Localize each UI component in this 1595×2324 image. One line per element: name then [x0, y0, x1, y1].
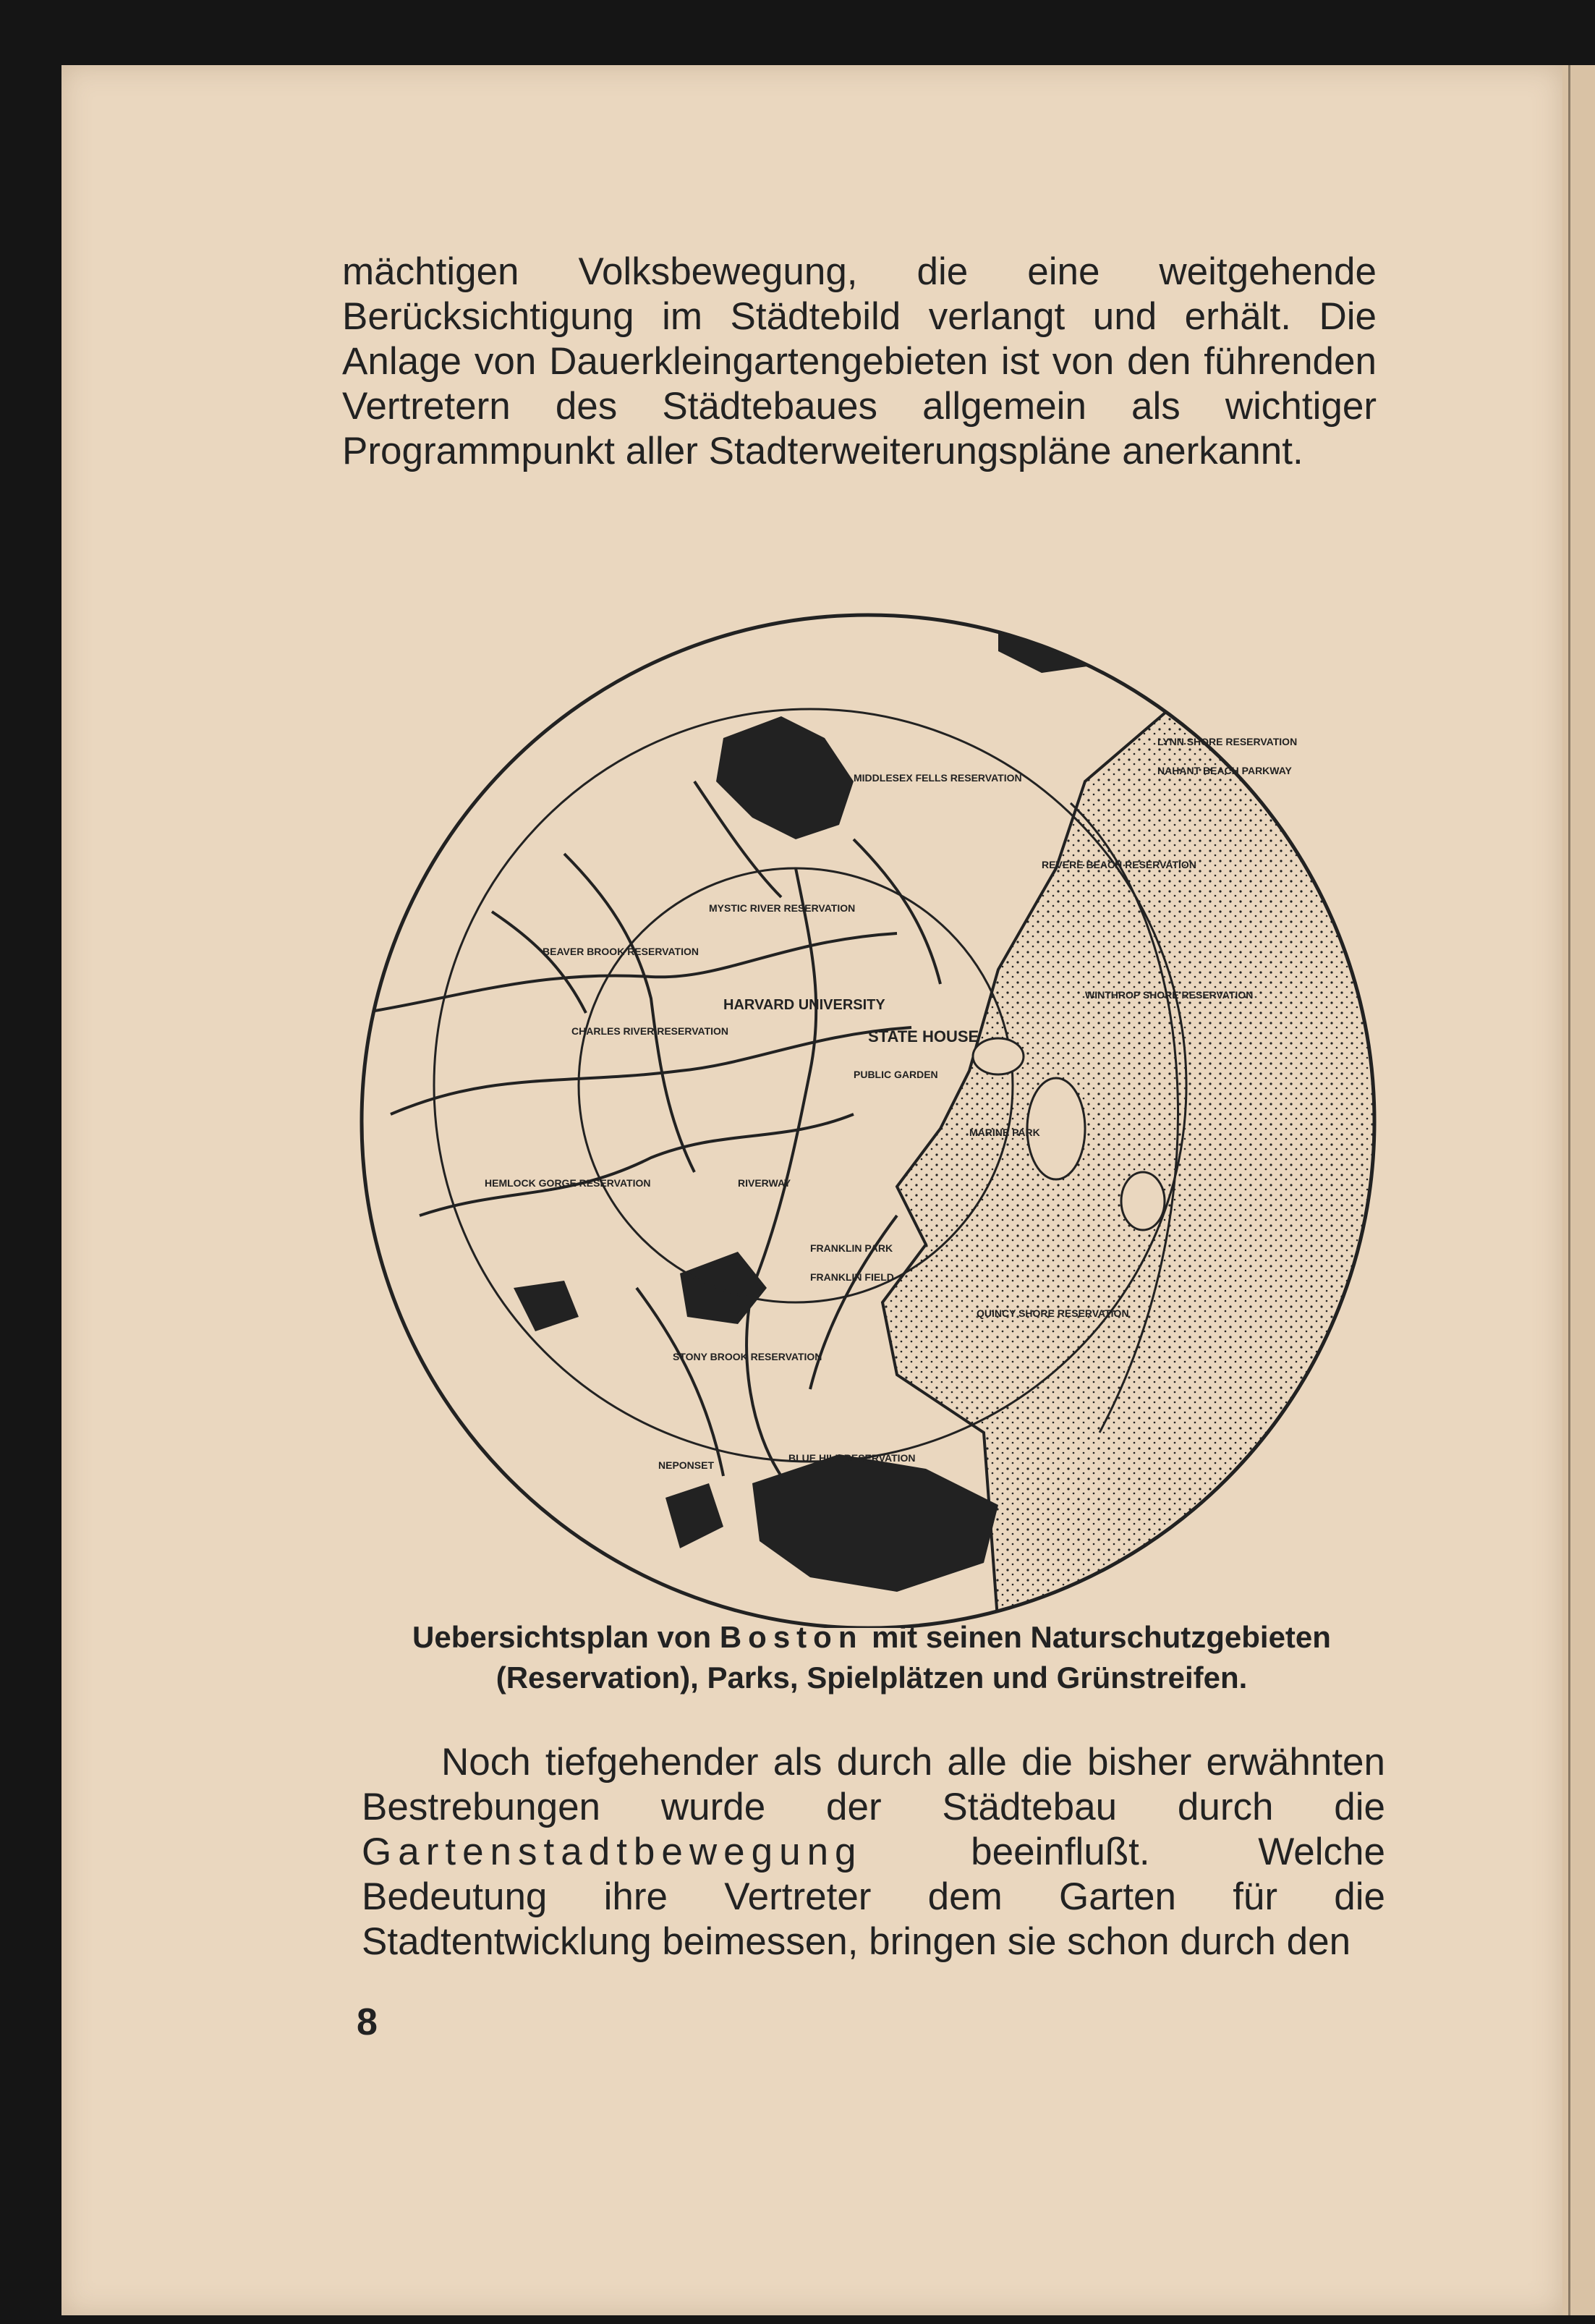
- facing-page-edge: [1562, 65, 1595, 2315]
- page-number: 8: [357, 2001, 378, 2043]
- top-paragraph: [342, 250, 1377, 474]
- boston-overview-map: [347, 564, 1389, 1628]
- figure-caption: [365, 1617, 1378, 1698]
- label-harvard: HARVARD UNIVERSITY: [723, 997, 885, 1013]
- hemlock-patch: [514, 1281, 579, 1331]
- blue-hill-patch: [752, 1454, 998, 1592]
- label-franklin-park: FRANKLIN PARK: [810, 1242, 893, 1254]
- label-neponset: NEPONSET: [658, 1459, 715, 1471]
- caption-line-1: [365, 1617, 1378, 1658]
- lynn-woods-patch: [998, 593, 1100, 673]
- caption-city: Boston: [719, 1620, 864, 1654]
- caption-text-pre: Uebersichtsplan von: [412, 1620, 712, 1654]
- label-charles: CHARLES RIVER RESERVATION: [571, 1025, 729, 1037]
- top-paragraph-text: mächtigen Volksbewegung, die eine weitgehende Berücksichtigung im Städtebild verlangt und erhält. Die Anlage von Dauerkleingartengebieten ist von den führenden Vertretern des Städtebaues allgemein als wichtiger Programmpunkt aller Stadterweiterungspläne anerkannt.: [342, 250, 1377, 472]
- bottom-paragraph-spaced: Gartenstadtbewegung: [362, 1831, 863, 1873]
- caption-line-2: (Reservation), Parks, Spielplätzen und Grünstreifen.: [495, 1661, 1248, 1695]
- neponset-patch: [665, 1483, 723, 1548]
- label-revere: REVERE BEACH RESERVATION: [1042, 859, 1196, 870]
- bottom-paragraph: [362, 1740, 1385, 1964]
- label-state-house: STATE HOUSE: [868, 1027, 979, 1046]
- label-quincy: QUINCY SHORE RESERVATION: [977, 1307, 1129, 1319]
- bottom-paragraph-part1: Noch tiefgehender als durch alle die bisher erwähnten Bestrebungen wurde der Städtebau durch die: [362, 1741, 1385, 1828]
- label-riverway: RIVERWAY: [738, 1177, 791, 1189]
- label-stony-brook: STONY BROOK RESERVATION: [673, 1351, 822, 1362]
- middlesex-fells-patch: [716, 716, 854, 839]
- label-nahant: NAHANT BEACH PARKWAY: [1157, 765, 1292, 776]
- label-blue-hill: BLUE HILL RESERVATION: [788, 1452, 916, 1464]
- label-mystic: MYSTIC RIVER RESERVATION: [709, 902, 856, 914]
- label-public-garden: PUBLIC GARDEN: [854, 1069, 938, 1080]
- label-hemlock: HEMLOCK GORGE RESERVATION: [485, 1177, 651, 1189]
- label-lynn: LYNN SHORE RESERVATION: [1157, 736, 1298, 747]
- page-gutter: [1568, 65, 1570, 2315]
- label-beaver: BEAVER BROOK RESERVATION: [543, 946, 699, 957]
- label-winthrop: WINTHROP SHORE RESERVATION: [1085, 989, 1254, 1001]
- label-middlesex: MIDDLESEX FELLS RESERVATION: [854, 772, 1022, 784]
- label-marine-park: MARINE PARK: [969, 1127, 1040, 1138]
- label-franklin-field: FRANKLIN FIELD: [810, 1271, 894, 1283]
- rivers-and-roads: [362, 781, 940, 1476]
- caption-text-post: mit seinen Naturschutzgebieten: [872, 1620, 1331, 1654]
- bottom-paragraph-part2: beeinflußt. Welche Bedeutung ihre Vertreter dem Garten für die Stadtentwicklung beimessen, bringen sie schon durch den: [362, 1831, 1385, 1963]
